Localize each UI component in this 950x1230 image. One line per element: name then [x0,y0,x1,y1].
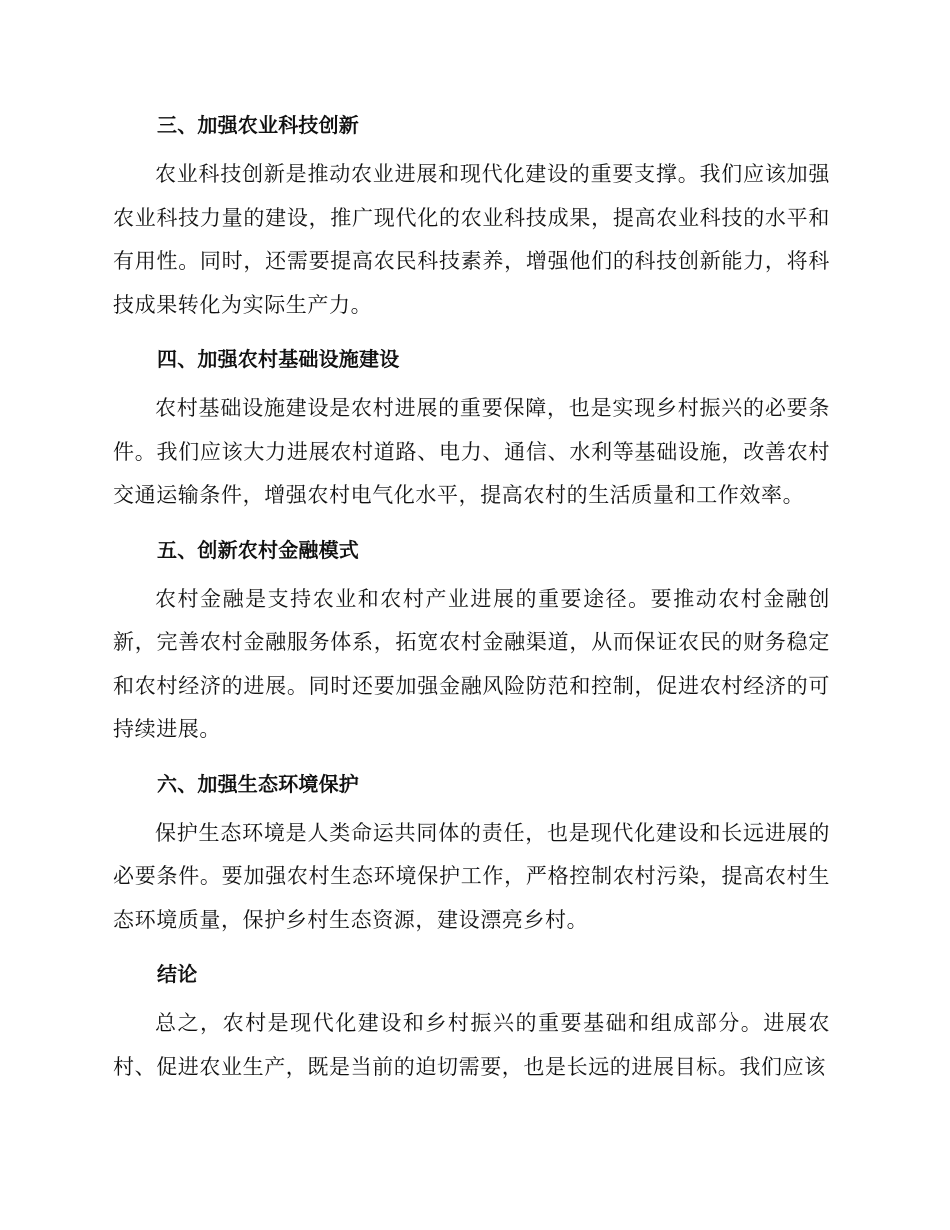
section-paragraph-6: 保护生态环境是人类命运共同体的责任，也是现代化建设和长远进展的必要条件。要加强农村生态环境保护工作，严格控制农村污染，提高农村生态环境质量，保护乡村生态资源，建设漂亮乡村。 [113,820,830,932]
section-heading-3: 三、加强农业科技创新 [157,113,359,137]
section-heading-6: 六、加强生态环境保护 [157,771,359,796]
conclusion-paragraph: 总之，农村是现代化建设和乡村振兴的重要基础和组成部分。进展农村、促进农业生产，既是当前的迫切需要，也是长远的进展目标。我们应该 [113,1011,830,1079]
conclusion-heading: 结论 [157,962,198,986]
section-heading-5: 五、创新农村金融模式 [157,537,359,562]
section-paragraph-5: 农村金融是支持农业和农村产业进展的重要途径。要推动农村金融创新，完善农村金融服务体系，拓宽农村金融渠道，从而保证农民的财务稳定和农村经济的进展。同时还要加强金融风险防范和控制，促进农村经济的可持续进展。 [113,586,830,741]
section-paragraph-4: 农村基础设施建设是农村进展的重要保障，也是实现乡村振兴的必要条件。我们应该大力进展农村道路、电力、通信、水利等基础设施，改善农村交通运输条件，增强农村电气化水平，提高农村的生活质量和工作效率。 [113,396,830,507]
section-heading-4: 四、加强农村基础设施建设 [157,347,400,371]
section-paragraph-3: 农业科技创新是推动农业进展和现代化建设的重要支撑。我们应该加强农业科技力量的建设，推广现代化的农业科技成果，提高农业科技的水平和有用性。同时，还需要提高农民科技素养，增强他们的科技创新能力，将科技成果转化为实际生产力。 [113,162,830,317]
